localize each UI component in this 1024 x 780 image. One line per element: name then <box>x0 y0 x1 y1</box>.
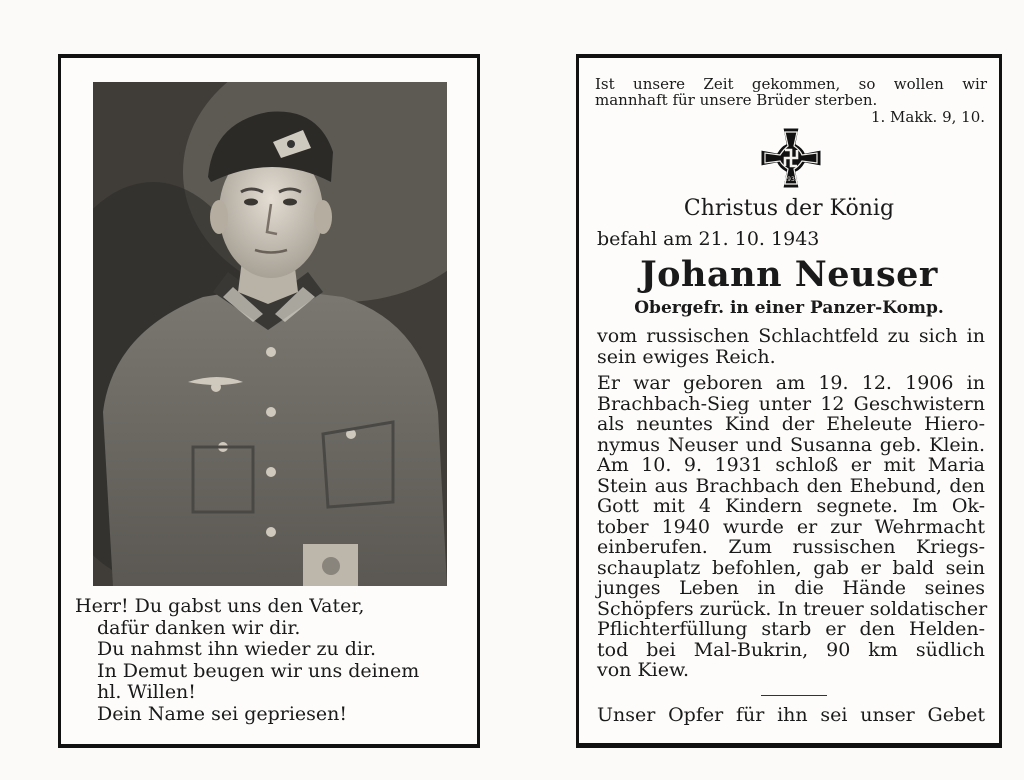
bio-line: Schöpfers zurück. In treuer soldatischer <box>597 597 988 620</box>
portrait-illustration <box>93 82 447 586</box>
divider-rule <box>761 695 827 696</box>
bio-line: Stein aus Brachbach den Ehebund, den <box>597 474 985 497</box>
bio-line: als neuntes Kind der Eheleute Hiero- <box>597 413 985 435</box>
bio-line: schauplatz befohlen, gab er bald sein <box>597 556 985 579</box>
bio-line: Er war geboren am 19. 12. 1906 in <box>597 372 985 394</box>
prayer-line: Herr! Du gabst uns den Vater, <box>75 595 365 617</box>
prayer-line: hl. Willen! <box>97 681 196 703</box>
bio-line: junges Leben in die Hände seines <box>597 577 985 599</box>
biography-text <box>597 325 988 681</box>
bible-verse <box>595 76 987 108</box>
bio-line: Brachbach-Sieg unter 12 Geschwistern <box>597 392 985 415</box>
bio-line: tod bei Mal-Bukrin, 90 km südlich <box>597 638 985 661</box>
intro-line: sein ewiges Reich. <box>597 345 776 368</box>
bio-line: von Kiew. <box>597 659 690 681</box>
prayer-line: Dein Name sei gepriesen! <box>97 702 348 725</box>
deceased-name: Johann Neuser <box>640 254 938 295</box>
military-rank: Obergefr. in einer Panzer-Komp. <box>634 298 944 318</box>
verse-line: mannhaft für unsere Brüder sterben. <box>595 91 878 109</box>
death-date-line: befahl am 21. 10. 1943 <box>597 228 820 250</box>
closing-line: Unser Opfer für ihn sei unser Gebet <box>597 704 985 726</box>
iron-cross-icon <box>759 126 823 190</box>
prayer-line: dafür danken wir dir. <box>97 616 301 639</box>
bio-line: einberufen. Zum russischen Kriegs- <box>597 536 985 558</box>
verse-reference: 1. Makk. 9, 10. <box>870 108 985 126</box>
prayer-line: Du nahmst ihn wieder zu dir. <box>97 638 377 660</box>
verse-line: Ist unsere Zeit gekommen, so wollen wir <box>595 75 987 93</box>
intro-line: vom russischen Schlachtfeld zu sich in <box>597 325 985 347</box>
memorial-text-card <box>576 54 1002 748</box>
bio-line: Gott mit 4 Kindern segnete. Im Ok- <box>597 495 985 517</box>
cross-year: 1939 <box>783 176 799 183</box>
christus-line: Christus der König <box>683 196 895 221</box>
bio-line: tober 1940 wurde er zur Wehrmacht <box>597 515 985 538</box>
bio-line: Pflichterfüllung starb er den Helden- <box>597 618 985 640</box>
prayer-text <box>75 596 475 725</box>
soldier-portrait-photo <box>93 82 447 586</box>
prayer-line: In Demut beugen wir uns deinem <box>97 659 420 682</box>
bio-line: Am 10. 9. 1931 schloß er mit Maria <box>597 454 985 476</box>
bio-line: nymus Neuser und Susanna geb. Klein. <box>597 433 985 456</box>
portrait-card <box>58 54 480 748</box>
